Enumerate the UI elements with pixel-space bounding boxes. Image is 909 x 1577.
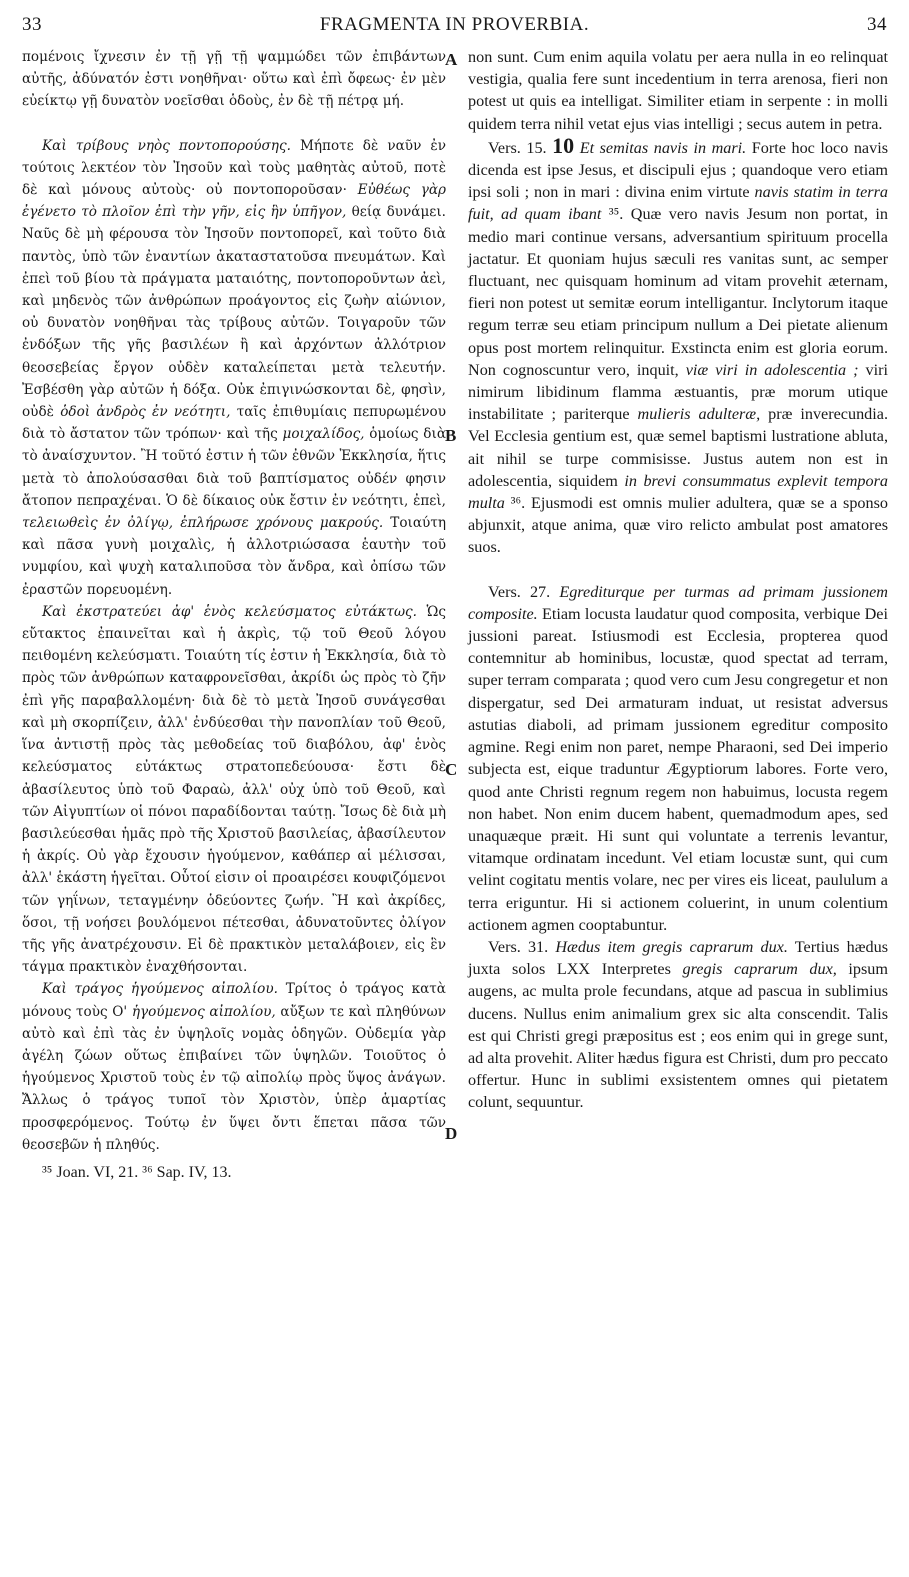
margin-marker-b: B [445,426,457,445]
greek-paragraph-4: Καὶ τράγος ἡγούμενος αἰπολίου. Τρίτος ὁ τράγος κατὰ μόνους τοὺς Ο' ἡγούμενος αἰπολίου, αὔξων τε καὶ πληθύνων αὐτὸ καὶ ἐπὶ τὰς ἐν ὑψηλοῖς νομὰς ὁδηγῶν. Οὐδεμία γὰρ ἀγέλη ζώων οὕτως ἐπιβαίνει τῶν ὑψηλῶν. Τοιοῦτος ὁ ἡγούμενος Χριστοῦ τοὺς ἐν τῷ αἰπολίῳ πρὸς ὕψος ἀνάγων. Ἄλλως ὁ τράγος τυποῖ τὸν Χριστὸν, ὑπὲρ ἁμαρτίας προσφερόμενος. Τούτῳ ἐν ὕψει ὄντι ἕπεται πᾶσα τῶν θεοσεβῶν ἡ πληθύς. [22,981,446,1153]
column-number: 10 [552,132,575,158]
greek-lemma-2: Καὶ ἐκστρατεύει ἀφ' ἑνὸς κελεύσματος εὐτάκτως. [42,603,417,620]
latin-lemma-2: Egrediturque per turmas ad primam jussionem composite. [468,582,888,623]
latin-paragraph-3: Vers. 27. Egrediturque per turmas ad primam jussionem composite. Etiam locusta laudatur quod composita, verbique Dei jussioni pareat. Istiusmodi est Ecclesia, propterea quod contemnitur ab hominibus, locustæ, quod spectat ad terram, super terram comparata ; quod vero cum Jesu congregetur et non dispergatur, sed Dei armaturam induat, ut resistat adversus astutias diaboli, ad primam jussionem egreditur composito agmine. Regi enim non paret, nempe Pharaoni, sed Dei imperio subjecta est, eique traduntur Ægyptiorum labores. Forte vero, quod ante Christi regnum regem non habuimus, locusta regem non habet. Non enim ducem habent, quemadmodum apes, sed unaquæque præit. Hi sunt qui voluntate a terrenis levantur, vitamque ordinatam incedunt. Vel etiam locustæ sunt, qui cum velint cogitatu mentis volare, nec per vires eis liceat, paululum a terra eriguntur. Hi si actionem coluerint, in unum colentium actionem agmen cooptabuntur. [468,582,888,934]
greek-paragraph-2: Καὶ τρίβους νηὸς ποντοπορούσης. Μήποτε δὲ ναῦν ἐν τούτοις λεκτέον τὸν Ἰησοῦν καὶ τοὺς μαθητὰς αὐτοῦ, ποτὲ δὲ καὶ μόνους αὐτοὺς· οὐ ποντοποροῦσαν· Εὐθέως γὰρ ἐγένετο τὸ πλοῖον ἐπὶ τὴν γῆν, εἰς ἣν ὑπῆγον, θείᾳ δυνάμει. Ναῦς δὲ μὴ φέρουσα τὸν Ἰησοῦν ποντοπορεῖ, καὶ τοῦτο διὰ παντὸς, ὑπὸ τῶν ἐναντίων ἀκαταστατοῦσα πνευμάτων. Καὶ ἐπεὶ τοῦ βίου τὰ πράγματα ματαιότης, ποντοποροῦντων ἀεὶ, καὶ μηδενὸς τῶν ἀνθρώπων προάγοντος εἰς ζωὴν αἰώνιον, οὐ δυνατὸν νοηθῆναι τὰς τρίβους αὐτῶν. Τοιγαροῦν τῶν ἐνδόξων τῆς γῆς βασιλέων ἢ καὶ ἀρχόντων ἀλλότριον θεοσεβείας ἔργον οὐδὲν καταλείπεται μετὰ τελευτήν. Ἐσβέσθη γὰρ αὐτῶν ἡ δόξα. Οὐκ ἐπιγινώσκονται δὲ, φησὶν, οὐδὲ ὁδοὶ ἀνδρὸς ἐν νεότητι, ταῖς ἐπιθυμίαις πεπυρωμένου διὰ τὸ ἄστατον τῶν τρόπων· καὶ τῆς μοιχαλίδος, ὁμοίως διὰ τὸ ἀναίσχυντον. Ἢ τοῦτό ἐστιν ἡ τῶν ἐθνῶν Ἐκκλησία, ἥτις μετὰ τὸ ἀπολούσασθαι διὰ τοῦ βαπτίσματος οὐδέν φησιν ἄτοπον πεπραχέναι. Ὁ δὲ δίκαιος οὐκ ἔστιν ἐν νεότητι, ἐπεὶ, τελειωθεὶς ἐν ὀλίγῳ, ἐπλήρωσε χρόνους μακρούς. Τοιαύτη καὶ πᾶσα γυνὴ μοιχαλὶς, ἡ ἀλλοτριώσασα ἑαυτὴν τοῦ νυμφίου, καὶ ψυχὴ καταλιποῦσα τὸν ἄνδρα, καὶ ὀπίσω τῶν ἐραστῶν πορευομένη. [22,137,447,598]
latin-lemma-1: Et semitas navis in mari. [574,138,747,157]
latin-column [468,46,888,1114]
page-number-left: 33 [22,14,42,35]
latin-paragraph-2: Vers. 15. 10 Et semitas navis in mari. Forte hoc loco navis dicenda est ipse Jesus, et discipuli ejus ; quandoque vero etiam ipsi soli ; non in mari : divina enim virtute navis statim in terra fuit, ad quam ibant ³⁵. Quæ vero navis Jesum non portat, in medio mari continue versans, adversantium spirituum procella jactatur. Et quoniam hujus sæculi res vanitas sunt, ac semper fluctuant, nec quisquam hominum ad vitam provehit æternam, fieri non potest ut semitæ eorum intelligantur. Inclytorum itaque regum terræ seu etiam principum nullum a Dei pietate alienum opus post mortem relinquitur. Exstincta enim est gloria eorum. Non cognoscuntur vero, inquit, viæ viri in adolescentia ; viri nimirum libidinum flamma æstuantis, præ morum utique instabilitate ; pariterque mulieris adulteræ, præ inverecundia. Vel Ecclesia gentium est, quæ semel baptismi lustratione abluta, ait nihil se turpe commisisse. Justus autem non est in adolescentia, siquidem in brevi consummatus explevit tempora multa ³⁶. Ejusmodi est omnis mulier adultera, quæ se a sponso abjunxit, atque anima, quæ viro relicto ambulat post amatores suos. [468,132,889,557]
latin-paragraph-4: Vers. 31. Hædus item gregis caprarum dux. Tertius hædus juxta solos LXX Interpretes gregis caprarum dux, ipsum augens, ac multa prole fecundans, atque ad pascua in sublimius ducens. Nullus enim animalium grex sic alta conscendit. Talis est qui Christi gregi præpositus est ; eos enim qui in grege sunt, ad alta provehit. Aliter hædus figura est Christi, dum pro peccato offertur. Hunc in sublimi exsistentem omnes qui pietatem colunt, sequuntur. [468,937,888,1112]
page-number-right: 34 [867,14,887,35]
greek-column [22,46,446,1184]
footnotes: ³⁵ Joan. VI, 21. ³⁶ Sap. IV, 13. [42,1163,232,1181]
greek-lemma-1: Καὶ τρίβους νηὸς ποντοπορούσης. [42,137,291,154]
margin-marker-a: A [445,50,458,69]
margin-marker-c: C [445,760,458,779]
greek-lemma-3: Καὶ τράγος ἡγούμενος αἰπολίου. [42,981,278,998]
page-header [22,14,887,42]
greek-paragraph-3: Καὶ ἐκστρατεύει ἀφ' ἑνὸς κελεύσματος εὐτάκτως. Ὡς εὔτακτος ἐπαινεῖται καὶ ἡ ἀκρὶς, τῷ τοῦ Θεοῦ λόγου πειθομένη κελεύσματι. Τοιαύτη τίς ἐστιν ἡ Ἐκκλησία, διὰ τὸ πρὸς τῶν ἀνθρώπων καταφρονεῖσθαι, ἀκρίδι ὡς πρὸς τὸ ζῆν ἐπὶ γῆς παραβαλλομένη· διὰ δὲ τὸ μετὰ Ἰησοῦ συνάγεσθαι καὶ μὴ σκορπίζειν, ἀλλ' ἐνδύεσθαι τὴν πανοπλίαν τοῦ Θεοῦ, ἵνα ἀντιστῇ πρὸς τὰς μεθοδείας τοῦ διαβόλου, ἀφ' ἑνὸς κελεύσματος εὐτάκτως στρατοπεδεύουσα· ἔστι δὲ ἀβασίλευτος ὑπὸ τοῦ Φαραὼ, ἀλλ' οὐχ ὑπὸ τοῦ Θεοῦ, καὶ τῶν Αἰγυπτίων οἱ πόνοι παραδίδονται ταύτῃ. Ἴσως δὲ διὰ μὴ βασιλεύεσθαι ἡμᾶς πρὸ τῆς Χριστοῦ βασιλείας, ἀβασίλευτον ἡ ἀκρίς. Οὐ γὰρ ἔχουσιν ἡγούμενον, καθάπερ αἱ μέλισσαι, ἀλλ' ἑκάστη ἡγεῖται. Οὗτοί εἰσιν οἱ προαιρέσει κουφιζόμενοι τῶν γηΐνων, τεταγμένην ὁδεύοντες ζωήν. Ἢ καὶ ἀκρίδες, ὅσοι, τῇ νοήσει βουλόμενοι πέτεσθαι, ἀδυνατοῦντες ὀλίγον τῆς γῆς ἀνατρέχουσιν. Εἰ δὲ πρακτικὸν μεταλάβοιεν, εἰς ἓν τάγμα πρακτικὸν ἐναχθήσονται. [22,603,446,976]
latin-lemma-3: Hædus item gregis caprarum dux. [555,937,788,956]
latin-paragraph-1: non sunt. Cum enim aquila volatu per aera nulla in eo relinquat vestigia, qualia fere sunt incedentium in terra arenosa, fieri non potest ut quis ea intelligat. Similiter etiam in serpente : in molli quidem terra nihil vetat ejus vias intelligi ; secus autem in petra. [468,48,888,133]
running-title: FRAGMENTA IN PROVERBIA. [319,14,590,35]
margin-marker-d: D [445,1124,458,1143]
greek-paragraph-1: πομένοις ἴχνεσιν ἐν τῇ γῇ τῇ ψαμμώδει τῶν ἐπιβάντων αὐτῆς, ἀδύνατόν ἐστι νοηθῆναι· οὕτω καὶ ἐπὶ ὄφεως· ἐν μὲν εὐείκτῳ γῇ δυνατὸν νοεῖσθαι ὁδοὺς, ἐν δὲ τῇ πέτρᾳ μή. [22,49,446,110]
